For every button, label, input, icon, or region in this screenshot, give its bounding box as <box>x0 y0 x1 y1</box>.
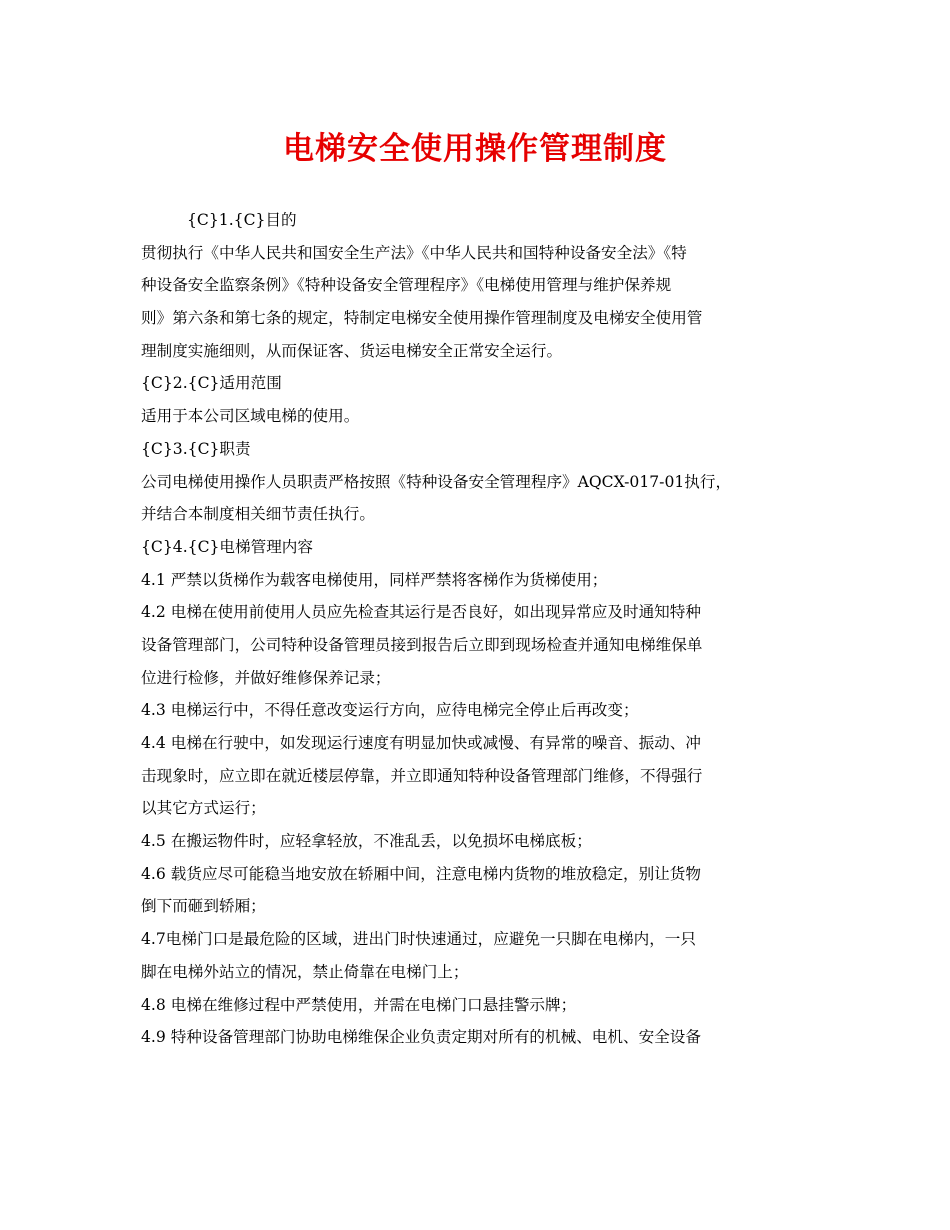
clause-line: 4.7电梯门口是最危险的区域，进出门时快速通过，应避免一只脚在电梯内，一只 <box>141 930 696 949</box>
section-heading-management: {C}4.{C}电梯管理内容 <box>141 537 313 556</box>
clause-line: 4.1 严禁以货梯作为载客电梯使用，同样严禁将客梯作为货梯使用； <box>141 570 608 589</box>
section-heading-purpose: {C}1.{C}目的 <box>187 211 297 229</box>
clause-line: 倒下而砸到轿厢； <box>141 897 266 916</box>
clause-line: 脚在电梯外站立的情况，禁止倚靠在电梯门上； <box>141 962 469 981</box>
clause-line: 击现象时，应立即在就近楼层停靠，并立即通知特种设备管理部门维修，不得强行 <box>141 766 703 785</box>
paragraph-line: 适用于本公司区域电梯的使用。 <box>141 407 360 426</box>
paragraph-line: 种设备安全监察条例》《特种设备安全管理程序》《电梯使用管理与维护保养规 <box>141 276 672 295</box>
clause-line: 4.8 电梯在维修过程中严禁使用，并需在电梯门口悬挂警示牌； <box>141 995 577 1014</box>
clause-line: 设备管理部门，公司特种设备管理员接到报告后立即到现场检查并通知电梯维保单 <box>141 635 703 654</box>
paragraph-line: 公司电梯使用操作人员职责严格按照《特种设备安全管理程序》AQCX-017-01执行， <box>141 472 732 491</box>
paragraph-line: 贯彻执行《中华人民共和国安全生产法》《中华人民共和国特种设备安全法》《特 <box>141 243 687 262</box>
paragraph-line: 并结合本制度相关细节责任执行。 <box>141 505 375 524</box>
document-body <box>141 204 821 1054</box>
clause-line: 4.4 电梯在行驶中，如发现运行速度有明显加快或减慢、有异常的噪音、振动、冲 <box>141 734 701 752</box>
paragraph-line: 理制度实施细则，从而保证客、货运电梯安全正常安全运行。 <box>141 341 563 360</box>
clause-line: 4.9 特种设备管理部门协助电梯维保企业负责定期对所有的机械、电机、安全设备 <box>141 1028 701 1047</box>
clause-line: 4.5 在搬运物件时，应轻拿轻放，不准乱丢，以免损坏电梯底板； <box>141 832 592 851</box>
document-title: 电梯安全使用操作管理制度 <box>283 131 667 167</box>
clause-line: 位进行检修，并做好维修保养记录； <box>141 668 391 687</box>
clause-line: 4.3 电梯运行中，不得任意改变运行方向，应待电梯完全停止后再改变； <box>141 701 639 720</box>
clause-line: 4.6 载货应尽可能稳当地安放在轿厢中间，注意电梯内货物的堆放稳定，别让货物 <box>141 864 701 883</box>
section-heading-scope: {C}2.{C}适用范围 <box>141 374 282 393</box>
clause-line: 以其它方式运行； <box>141 799 266 818</box>
paragraph-line: 则》第六条和第七条的规定，特制定电梯安全使用操作管理制度及电梯安全使用管 <box>141 309 703 328</box>
clause-line: 4.2 电梯在使用前使用人员应先检查其运行是否良好，如出现异常应及时通知特种 <box>141 603 701 622</box>
section-heading-responsibility: {C}3.{C}职责 <box>141 439 251 458</box>
